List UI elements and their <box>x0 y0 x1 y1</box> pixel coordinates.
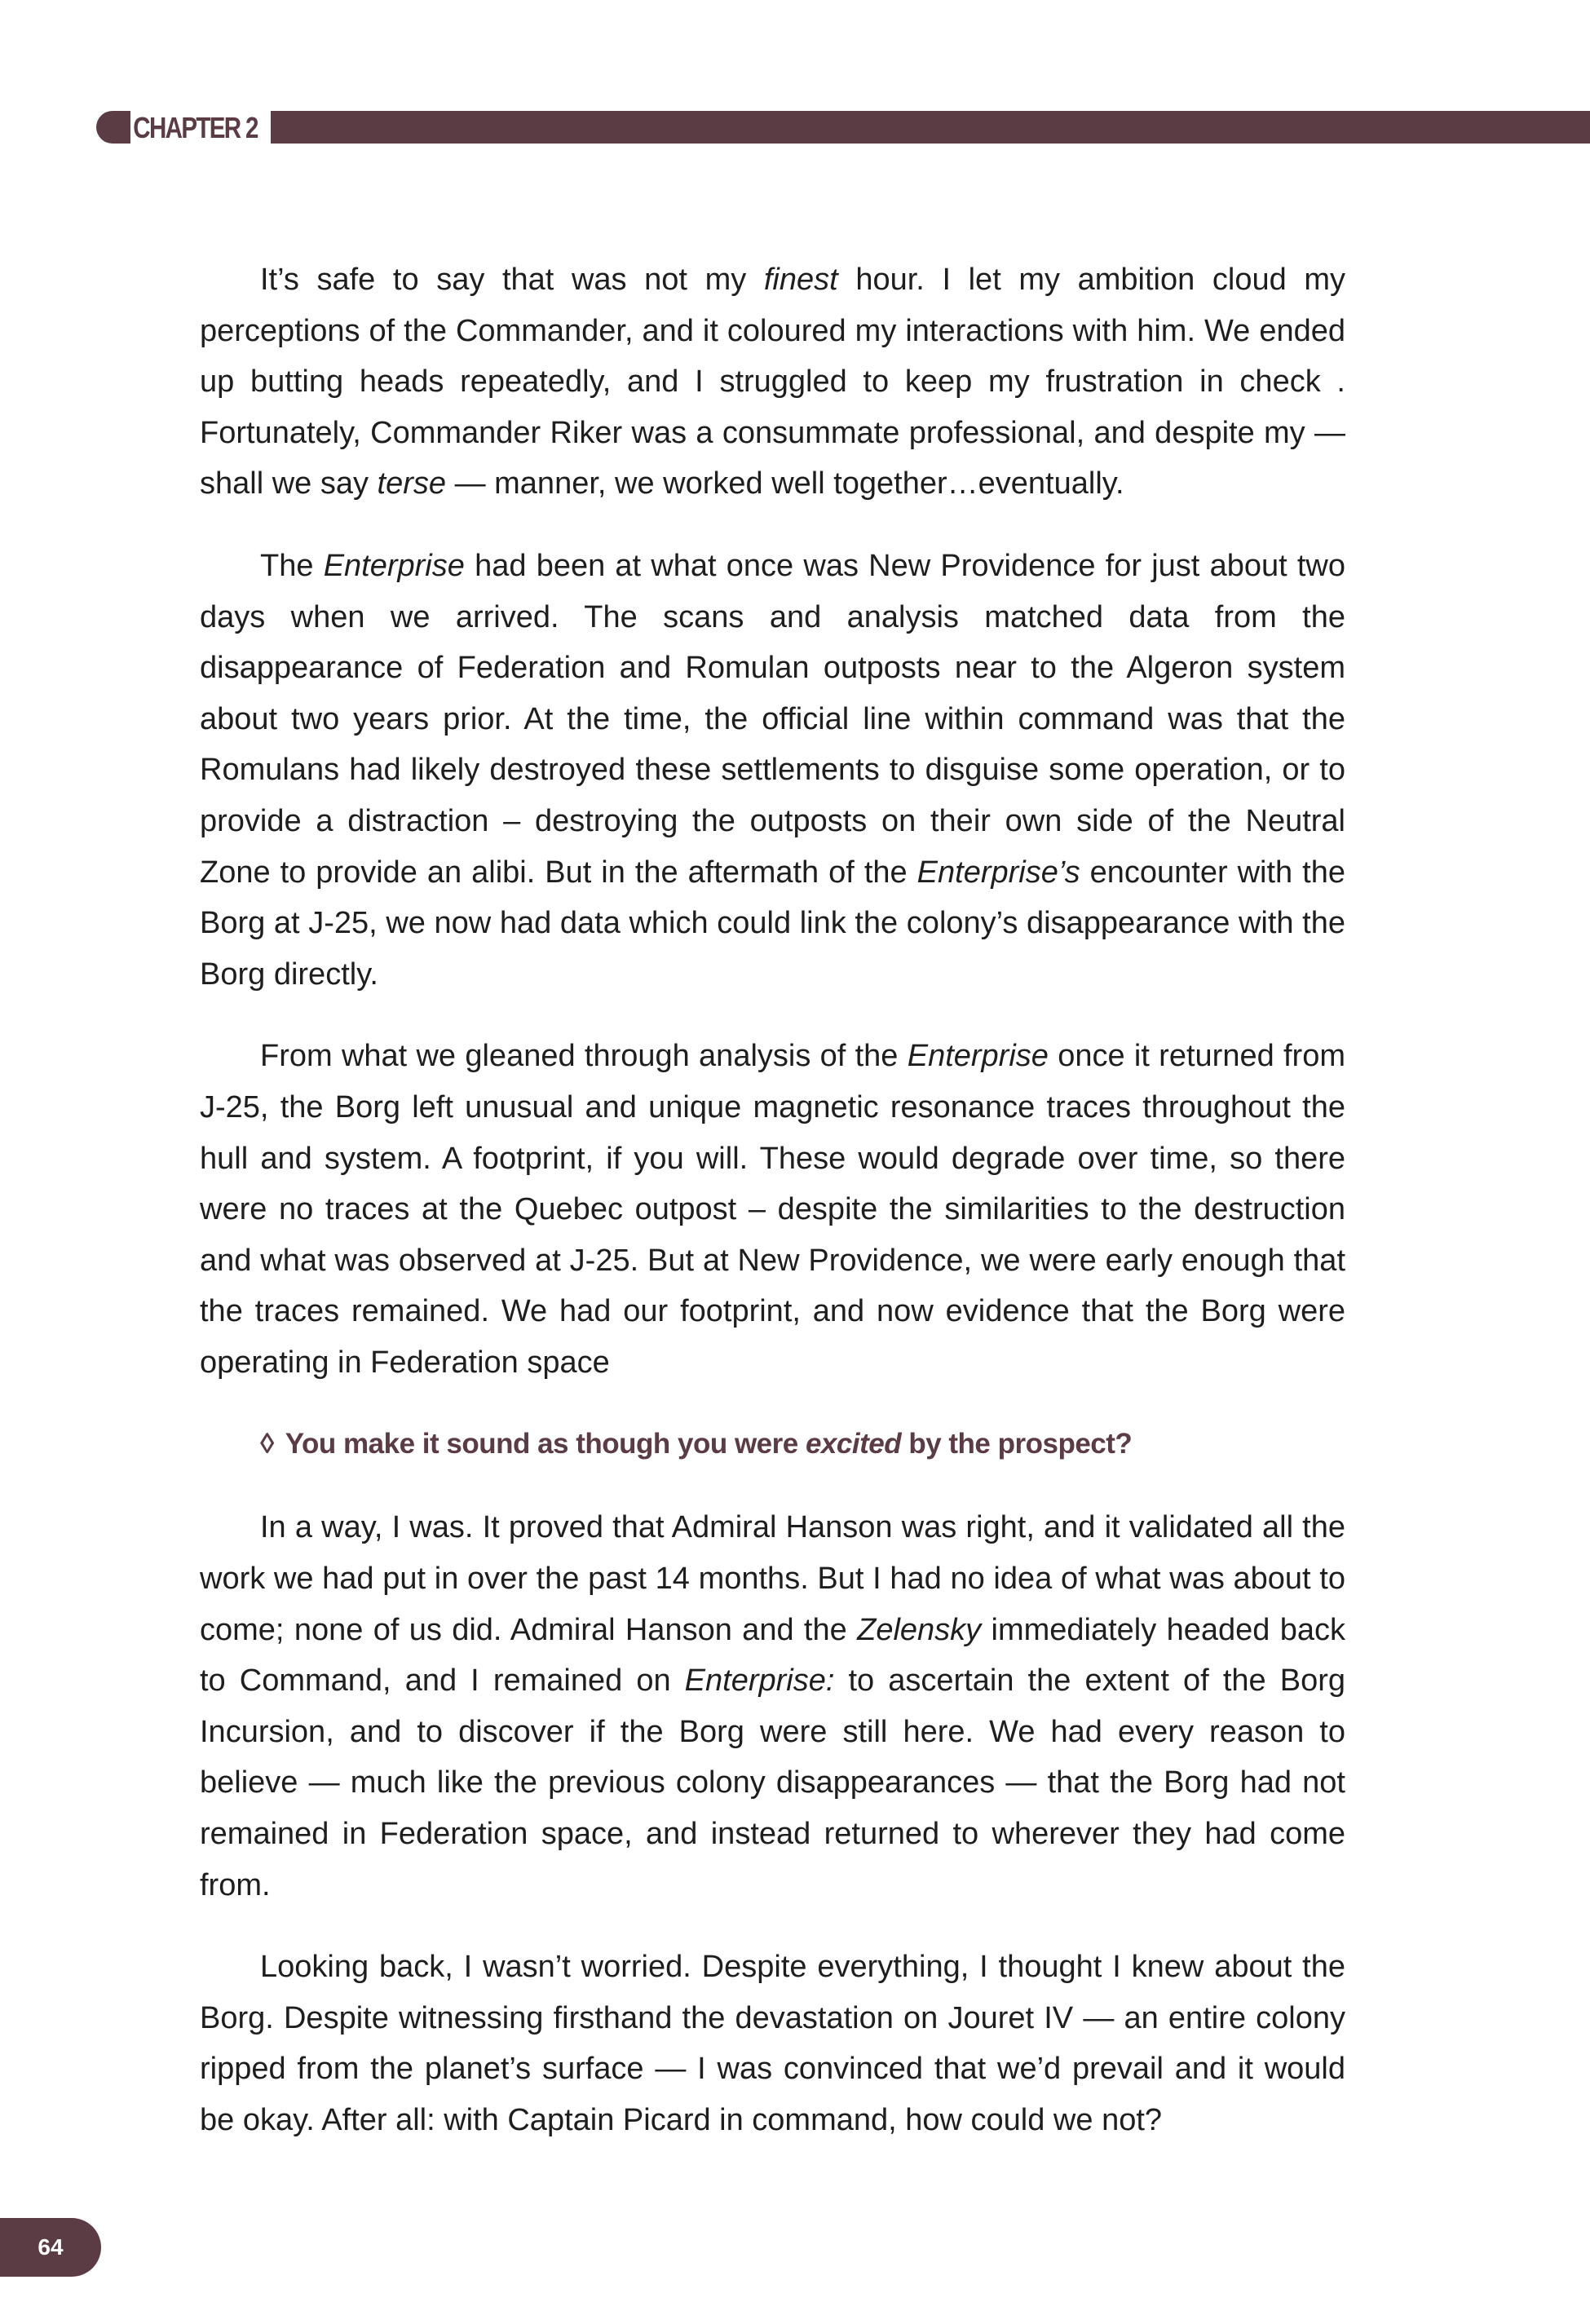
text-segment: — manner, we worked well together…eventually. <box>446 466 1124 501</box>
chapter-label: CHAPTER 2 <box>130 111 260 144</box>
chapter-header-bar <box>271 111 1590 144</box>
text-segment: You make it sound as though you were <box>285 1428 806 1460</box>
page-body <box>200 254 1345 2177</box>
italic-text-segment: Enterprise <box>323 548 465 583</box>
chapter-header <box>96 111 1590 144</box>
page-number-tab <box>0 2218 101 2277</box>
question-text <box>285 1428 1133 1460</box>
chapter-header-cap <box>96 111 135 144</box>
text-segment: Looking back, I wasn’t worried. Despite everything, I thought I knew about the Borg. Despite witnessing firsthand the devastation on Jouret IV — an entire colony ripped from the planet’s surface — I was convinced that we’d prevail and it would be okay. After all: with Captain Picard in command, how could we not? <box>200 1950 1345 2137</box>
body-paragraph <box>200 1031 1345 1388</box>
text-segment: hour. I let my ambition cloud my perceptions of the Commander, and it coloured my interactions with him. We ended up butting heads repeatedly, and I struggled to keep my frustration in check . Fortunately, Commander Riker was a consummate professional, and despite my — shall we say <box>200 263 1345 501</box>
text-segment: It’s safe to say that was not my <box>260 263 764 297</box>
body-paragraphs-after-question <box>200 1502 1345 2145</box>
text-segment: had been at what once was New Providence for just about two days when we arrived. The scans and analysis matched data from the disappearance of Federation and Romulan outposts near to the Algeron system about two years prior. At the time, the official line within command was that the Romulans had likely destroyed these settlements to disguise some operation, or to provide a distraction – destroying the outposts on their own side of the Neutral Zone to provide an alibi. But in the aftermath of the <box>200 548 1345 890</box>
text-segment: encounter with the Borg at J-25, we now had data which could link the colony’s disappearance with the Borg directly. <box>200 855 1345 992</box>
diamond-bullet-icon: ◊ <box>260 1428 274 1460</box>
italic-text-segment: excited <box>805 1428 902 1460</box>
italic-text-segment: terse <box>377 466 447 501</box>
body-paragraph <box>200 1942 1345 2145</box>
text-segment: immediately headed back to Command, and I remained on <box>200 1612 1345 1699</box>
interview-question <box>200 1419 1345 1469</box>
italic-text-segment: Enterprise <box>907 1039 1049 1074</box>
text-segment: From what we gleaned through analysis of the <box>260 1039 908 1074</box>
italic-text-segment: Zelensky <box>857 1612 982 1647</box>
italic-text-segment: Enterprise’s <box>916 855 1080 890</box>
text-segment: once it returned from J-25, the Borg left unusual and unique magnetic resonance traces throughout the hull and system. A footprint, if you will. These would degrade over time, so there were no traces at the Quebec outpost – despite the similarities to the destruction and what was observed at J-25. But at New Providence, we were early enough that the traces remained. We had our footprint, and now evidence that the Borg were operating in Federation space <box>200 1039 1346 1380</box>
text-segment: The <box>260 548 324 583</box>
page-number: 64 <box>38 2234 64 2260</box>
text-segment: to ascertain the extent of the Borg Incursion, and to discover if the Borg were still here. We had every reason to believe — much like the previous colony disappearances — that the Borg had not remained in Federation space, and instead returned to wherever they had come from. <box>200 1663 1345 1902</box>
text-segment: In a way, I was. It proved that Admiral Hanson was right, and it validated all the work we had put in over the past 14 months. But I had no idea of what was about to come; none of us did. Admiral Hanson and the <box>200 1510 1345 1647</box>
body-paragraph <box>200 1502 1345 1911</box>
italic-text-segment: Enterprise: <box>684 1663 835 1699</box>
body-paragraph <box>200 254 1345 510</box>
body-paragraph <box>200 541 1345 1000</box>
italic-text-segment: finest <box>763 263 838 297</box>
text-segment: by the prospect? <box>901 1428 1133 1460</box>
body-paragraphs-before-question <box>200 254 1345 1388</box>
